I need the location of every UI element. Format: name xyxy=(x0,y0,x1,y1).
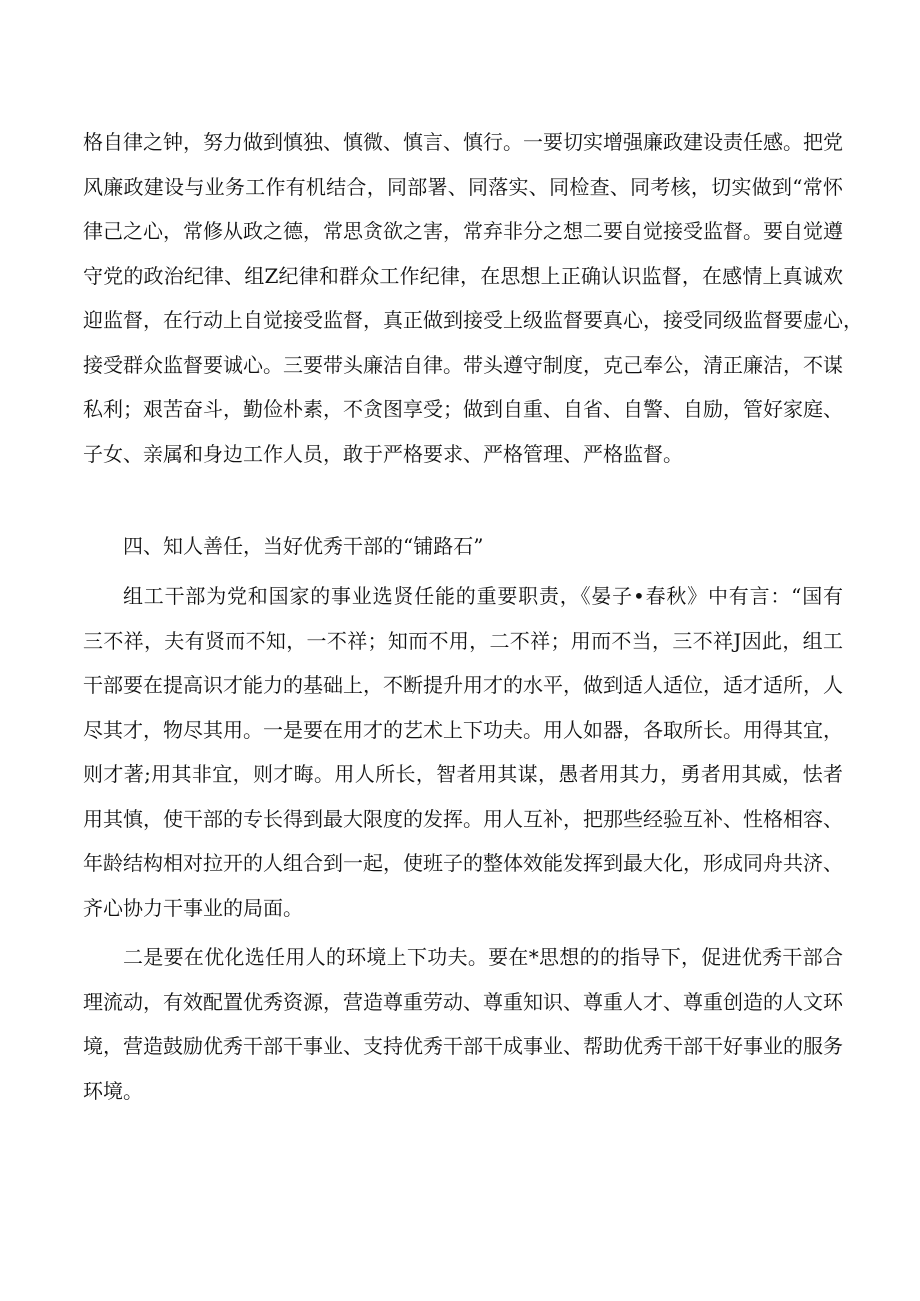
text-line: 守党的政治纪律、组Z纪律和群众工作纪律，在思想上正确认识监督，在感情上真诚欢 xyxy=(83,263,843,288)
text-line: 齐心协力干事业的局面。 xyxy=(83,895,303,920)
text-line: 境，营造鼓励优秀干部干事业、支持优秀干部干成事业、帮助优秀干部干好事业的服务 xyxy=(83,1034,843,1058)
text-line: 子女、亲属和身边工作人员，敢于严格要求、严格管理、严格监督。 xyxy=(83,441,683,466)
text-line: 接受群众监督要诚心。三要带头廉洁自律。带头遵守制度，克己奉公，清正廉洁，不谋 xyxy=(83,352,843,377)
text-line: 二是要在优化选任用人的环境上下功夫。要在*思想的的指导下，促进优秀干部合 xyxy=(123,945,843,969)
text-line: 迎监督，在行动上自觉接受监督，真正做到接受上级监督要真心，接受同级监督要虚心， xyxy=(83,308,863,332)
text-line: 年龄结构相对拉开的人组合到一起，使班子的整体效能发挥到最大化，形成同舟共济、 xyxy=(83,851,843,875)
paragraph-talent xyxy=(83,574,843,930)
text-line: 则才著;用其非宜，则才晦。用人所长，智者用其谋，愚者用其力，勇者用其威，怯者 xyxy=(83,762,843,786)
text-line: 用其慎，使干部的专长得到最大限度的发挥。用人互补，把那些经验互补、性格相容、 xyxy=(83,806,843,831)
text-line: 干部要在提高识才能力的基础上，不断提升用才的水平，做到适人适位，适才适所，人 xyxy=(83,673,843,697)
text-line: 三不祥，夫有贤而不知，一不祥；知而不用，二不祥；用而不当，三不祥J因此，组工 xyxy=(83,628,843,653)
text-line: 格自律之钟，努力做到慎独、慎微、慎言、慎行。一要切实增强廉政建设责任感。把党 xyxy=(83,130,843,154)
text-line: 风廉政建设与业务工作有机结合，同部署、同落实、同检查、同考核，切实做到“常怀 xyxy=(83,174,843,199)
text-line: 尽其才，物尽其用。一是要在用才的艺术上下功夫。用人如器，各取所长。用得其宜， xyxy=(83,717,843,742)
text-line: 环境。 xyxy=(83,1078,143,1103)
text-line: 理流动，有效配置优秀资源，营造尊重劳动、尊重知识、尊重人才、尊重创造的人文环 xyxy=(83,989,843,1014)
text-line: 私利；艰苦奋斗，勤俭朴素，不贪图享受；做到自重、自省、自警、自励，管好家庭、 xyxy=(83,397,843,421)
section-heading-text: 四、知人善任，当好优秀干部的“铺路石” xyxy=(123,534,484,558)
section-heading xyxy=(83,524,843,569)
text-line: 律己之心，常修从政之德，常思贪欲之害，常弃非分之想二要自觉接受监督。要自觉遵 xyxy=(83,219,843,243)
text-line: 组工干部为党和国家的事业选贤任能的重要职责，《晏子•春秋》中有言：“国有 xyxy=(123,584,843,608)
paragraph-integrity xyxy=(83,120,863,476)
paragraph-environment xyxy=(83,935,843,1113)
